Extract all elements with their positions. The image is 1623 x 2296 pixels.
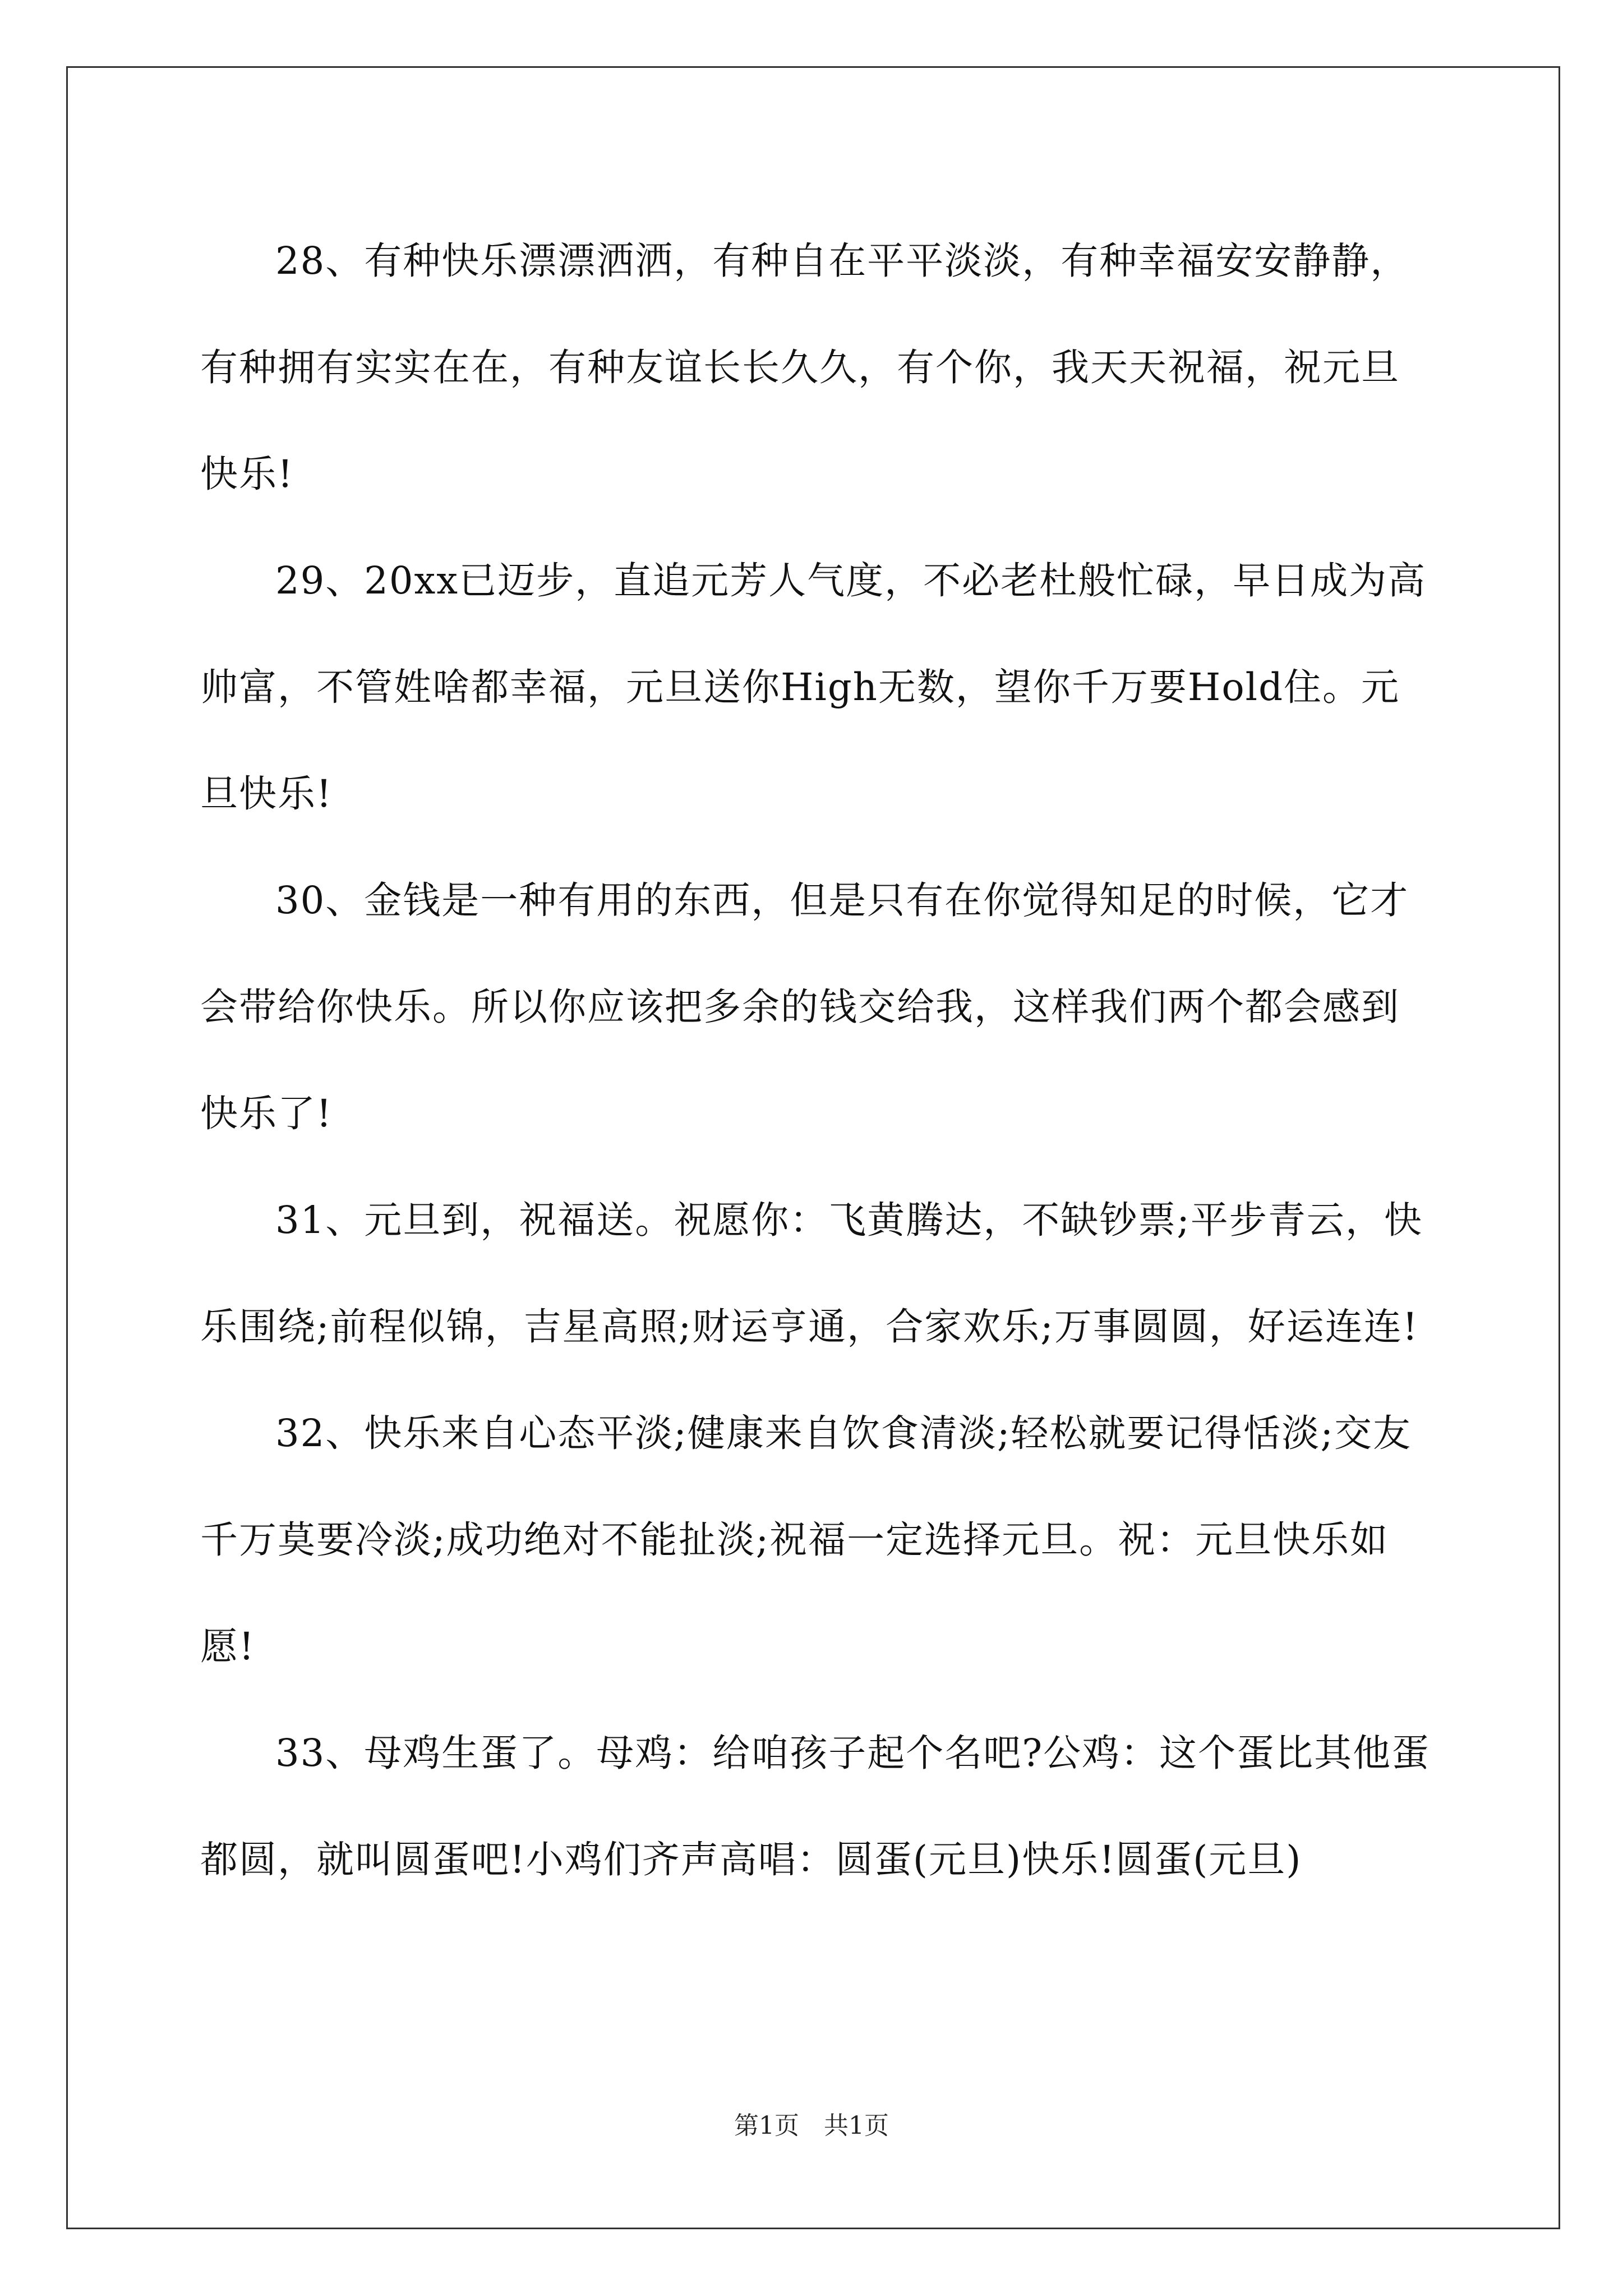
document-body [200,208,1434,1913]
paragraph-28: 28、有种快乐漂漂洒洒，有种自在平平淡淡，有种幸福安安静静，有种拥有实实在在，有种友谊长长久久，有个你，我天天祝福，祝元旦快乐! [200,239,1409,496]
paragraph-29: 29、20xx已迈步，直追元芳人气度，不必老杜般忙碌，早日成为高帅富，不管姓啥都幸福，元旦送你High无数，望你千万要Hold住。元旦快乐! [200,559,1427,816]
paragraph-32: 32、快乐来自心态平淡;健康来自饮食清淡;轻松就要记得恬淡;交友千万莫要冷淡;成功绝对不能扯淡;祝福一定选择元旦。祝：元旦快乐如愿! [200,1411,1412,1668]
paragraph-33: 33、母鸡生蛋了。母鸡：给咱孩子起个名吧?公鸡：这个蛋比其他蛋都圆，就叫圆蛋吧!小鸡们齐声高唱：圆蛋(元旦)快乐!圆蛋(元旦) [200,1731,1431,1881]
page-footer: 第1页 共1页 [734,2111,889,2140]
paragraph-30: 30、金钱是一种有用的东西，但是只有在你觉得知足的时候，它才会带给你快乐。所以你应该把多余的钱交给我，这样我们两个都会感到快乐了! [200,878,1409,1135]
paragraph-31: 31、元旦到，祝福送。祝愿你：飞黄腾达，不缺钞票;平步青云，快乐围绕;前程似锦，吉星高照;财运亨通，合家欢乐;万事圆圆，好运连连! [200,1198,1423,1349]
